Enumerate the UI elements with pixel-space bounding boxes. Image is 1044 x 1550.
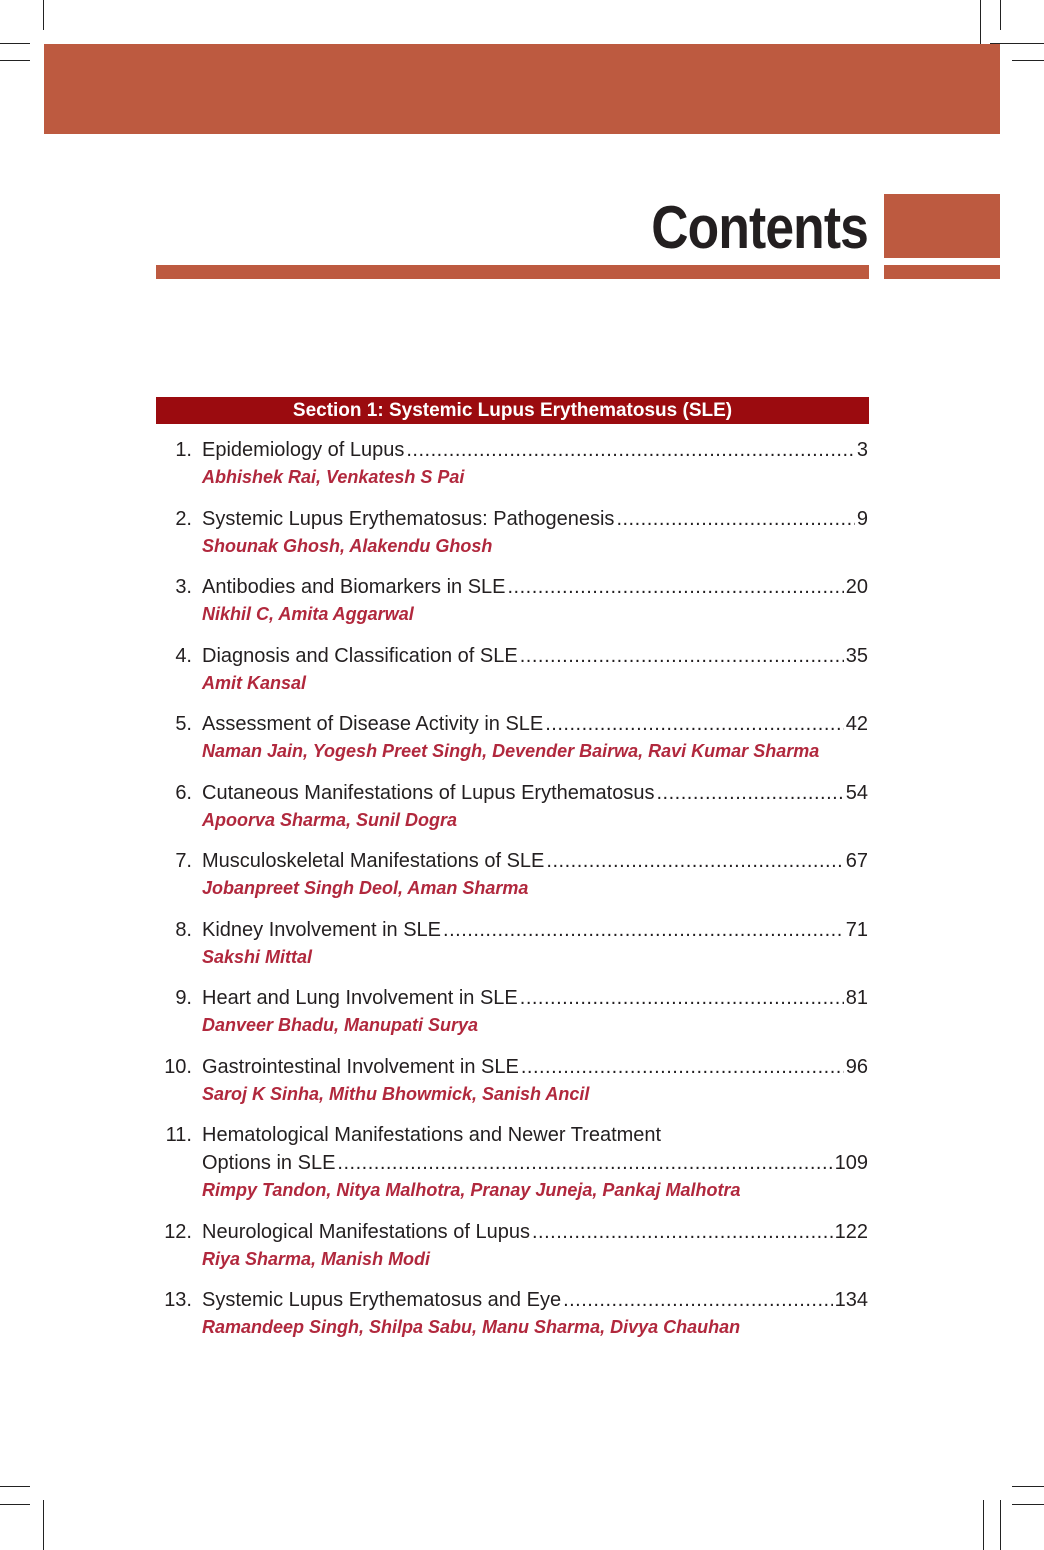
chapter-number: 11. xyxy=(165,1124,192,1146)
chapter-title[interactable]: Gastrointestinal Involvement in SLE xyxy=(202,1055,519,1078)
dot-leader xyxy=(508,573,844,601)
crop-mark xyxy=(1012,1486,1044,1487)
page-number[interactable]: 122 xyxy=(834,1220,868,1243)
page-number[interactable]: 20 xyxy=(845,576,868,598)
dot-leader xyxy=(532,1218,833,1246)
chapter-title[interactable]: Diagnosis and Classification of SLE xyxy=(202,644,518,667)
page-number[interactable]: 67 xyxy=(845,850,868,872)
crop-mark xyxy=(0,1486,30,1487)
chapter-number: 8. xyxy=(175,918,192,941)
chapter-title[interactable]: Cutaneous Manifestations of Lupus Erythematosus xyxy=(202,781,655,804)
toc-entry[interactable] xyxy=(156,436,868,491)
section-heading: Section 1: Systemic Lupus Erythematosus (SLE) xyxy=(156,397,869,424)
page-number[interactable]: 81 xyxy=(845,987,868,1009)
dot-leader xyxy=(520,984,844,1012)
page-number[interactable]: 54 xyxy=(845,781,868,804)
page-number[interactable]: 35 xyxy=(845,644,868,667)
chapter-authors: Sakshi Mittal xyxy=(202,946,313,967)
crop-mark xyxy=(0,43,30,44)
toc-entry[interactable] xyxy=(156,642,868,697)
chapter-authors: Naman Jain, Yogesh Preet Singh, Devender Bairwa, Ravi Kumar Sharma xyxy=(202,741,820,761)
toc-entry[interactable] xyxy=(156,1286,868,1341)
chapter-number: 10. xyxy=(164,1055,192,1078)
dot-leader xyxy=(545,710,844,738)
chapter-title[interactable]: Assessment of Disease Activity in SLE xyxy=(202,713,544,735)
page-number[interactable]: 71 xyxy=(845,918,868,941)
table-of-contents xyxy=(156,436,868,1355)
chapter-authors: Abhishek Rai, Venkatesh S Pai xyxy=(202,467,465,487)
chapter-number: 4. xyxy=(175,644,192,667)
chapter-authors: Danveer Bhadu, Manupati Surya xyxy=(202,1015,479,1035)
chapter-number: 6. xyxy=(175,781,192,804)
title-rule-accent xyxy=(884,265,1000,279)
chapter-number: 2. xyxy=(175,507,192,530)
dot-leader xyxy=(563,1286,833,1314)
crop-mark xyxy=(1012,1504,1044,1505)
chapter-authors: Amit Kansal xyxy=(202,672,307,693)
dot-leader xyxy=(546,847,843,875)
page-number[interactable]: 109 xyxy=(834,1152,868,1174)
chapter-title[interactable]: Systemic Lupus Erythematosus: Pathogenesis xyxy=(202,507,615,530)
chapter-authors: Riya Sharma, Manish Modi xyxy=(202,1248,431,1269)
chapter-authors: Rimpy Tandon, Nitya Malhotra, Pranay Juneja, Pankaj Malhotra xyxy=(202,1180,741,1200)
crop-mark xyxy=(1012,60,1044,61)
toc-entry[interactable] xyxy=(156,573,868,628)
dot-leader xyxy=(337,1149,832,1177)
chapter-number: 13. xyxy=(164,1289,192,1311)
chapter-authors: Shounak Ghosh, Alakendu Ghosh xyxy=(202,535,493,556)
chapter-title[interactable]: Systemic Lupus Erythematosus and Eye xyxy=(202,1289,562,1311)
chapter-title[interactable]: Musculoskeletal Manifestations of SLE xyxy=(202,850,545,872)
title-accent-block xyxy=(884,194,1000,258)
chapter-authors: Jobanpreet Singh Deol, Aman Sharma xyxy=(202,878,529,898)
page-title: Contents xyxy=(651,194,868,261)
page-number[interactable]: 3 xyxy=(856,439,868,461)
chapter-number: 12. xyxy=(164,1220,192,1243)
crop-mark xyxy=(0,60,30,61)
chapter-title[interactable]: Antibodies and Biomarkers in SLE xyxy=(202,576,506,598)
dot-leader xyxy=(520,642,844,670)
chapter-number: 9. xyxy=(175,987,192,1009)
toc-entry[interactable] xyxy=(156,1121,868,1204)
title-rule xyxy=(156,265,869,279)
toc-entry[interactable] xyxy=(156,916,868,971)
page-number[interactable]: 42 xyxy=(845,713,868,735)
chapter-authors: Ramandeep Singh, Shilpa Sabu, Manu Sharma, Divya Chauhan xyxy=(202,1317,741,1337)
chapter-title[interactable]: Hematological Manifestations and Newer Treatment xyxy=(202,1124,662,1146)
chapter-authors: Apoorva Sharma, Sunil Dogra xyxy=(202,809,458,830)
page-number[interactable]: 9 xyxy=(856,507,868,530)
chapter-number: 3. xyxy=(175,576,192,598)
toc-entry[interactable] xyxy=(156,779,868,834)
dot-leader xyxy=(443,916,844,944)
chapter-number: 1. xyxy=(175,439,192,461)
chapter-title[interactable]: Epidemiology of Lupus xyxy=(202,439,405,461)
crop-mark xyxy=(980,0,981,48)
dot-leader xyxy=(406,436,855,464)
page-number[interactable]: 96 xyxy=(845,1055,868,1078)
chapter-title[interactable]: Heart and Lung Involvement in SLE xyxy=(202,987,518,1009)
crop-mark xyxy=(43,0,44,30)
toc-entry[interactable] xyxy=(156,984,868,1039)
chapter-number: 5. xyxy=(175,713,192,735)
chapter-authors: Saroj K Sinha, Mithu Bhowmick, Sanish Ancil xyxy=(202,1083,590,1104)
crop-mark xyxy=(983,1500,984,1550)
chapter-title-continued[interactable]: Options in SLE xyxy=(202,1152,336,1174)
page-number[interactable]: 134 xyxy=(834,1289,868,1311)
dot-leader xyxy=(521,1053,844,1081)
chapter-authors: Nikhil C, Amita Aggarwal xyxy=(202,604,414,624)
crop-mark xyxy=(1000,1500,1001,1550)
toc-entry[interactable] xyxy=(156,1218,868,1273)
header-band xyxy=(44,44,1000,134)
chapter-number: 7. xyxy=(175,850,192,872)
toc-entry[interactable] xyxy=(156,505,868,560)
toc-entry[interactable] xyxy=(156,710,868,765)
toc-entry[interactable] xyxy=(156,1053,868,1108)
chapter-title[interactable]: Neurological Manifestations of Lupus xyxy=(202,1220,530,1243)
crop-mark xyxy=(0,1504,30,1505)
toc-entry[interactable] xyxy=(156,847,868,902)
dot-leader xyxy=(616,505,854,533)
crop-mark xyxy=(1000,0,1001,30)
chapter-title[interactable]: Kidney Involvement in SLE xyxy=(202,918,442,941)
crop-mark xyxy=(43,1500,44,1550)
dot-leader xyxy=(656,779,843,807)
